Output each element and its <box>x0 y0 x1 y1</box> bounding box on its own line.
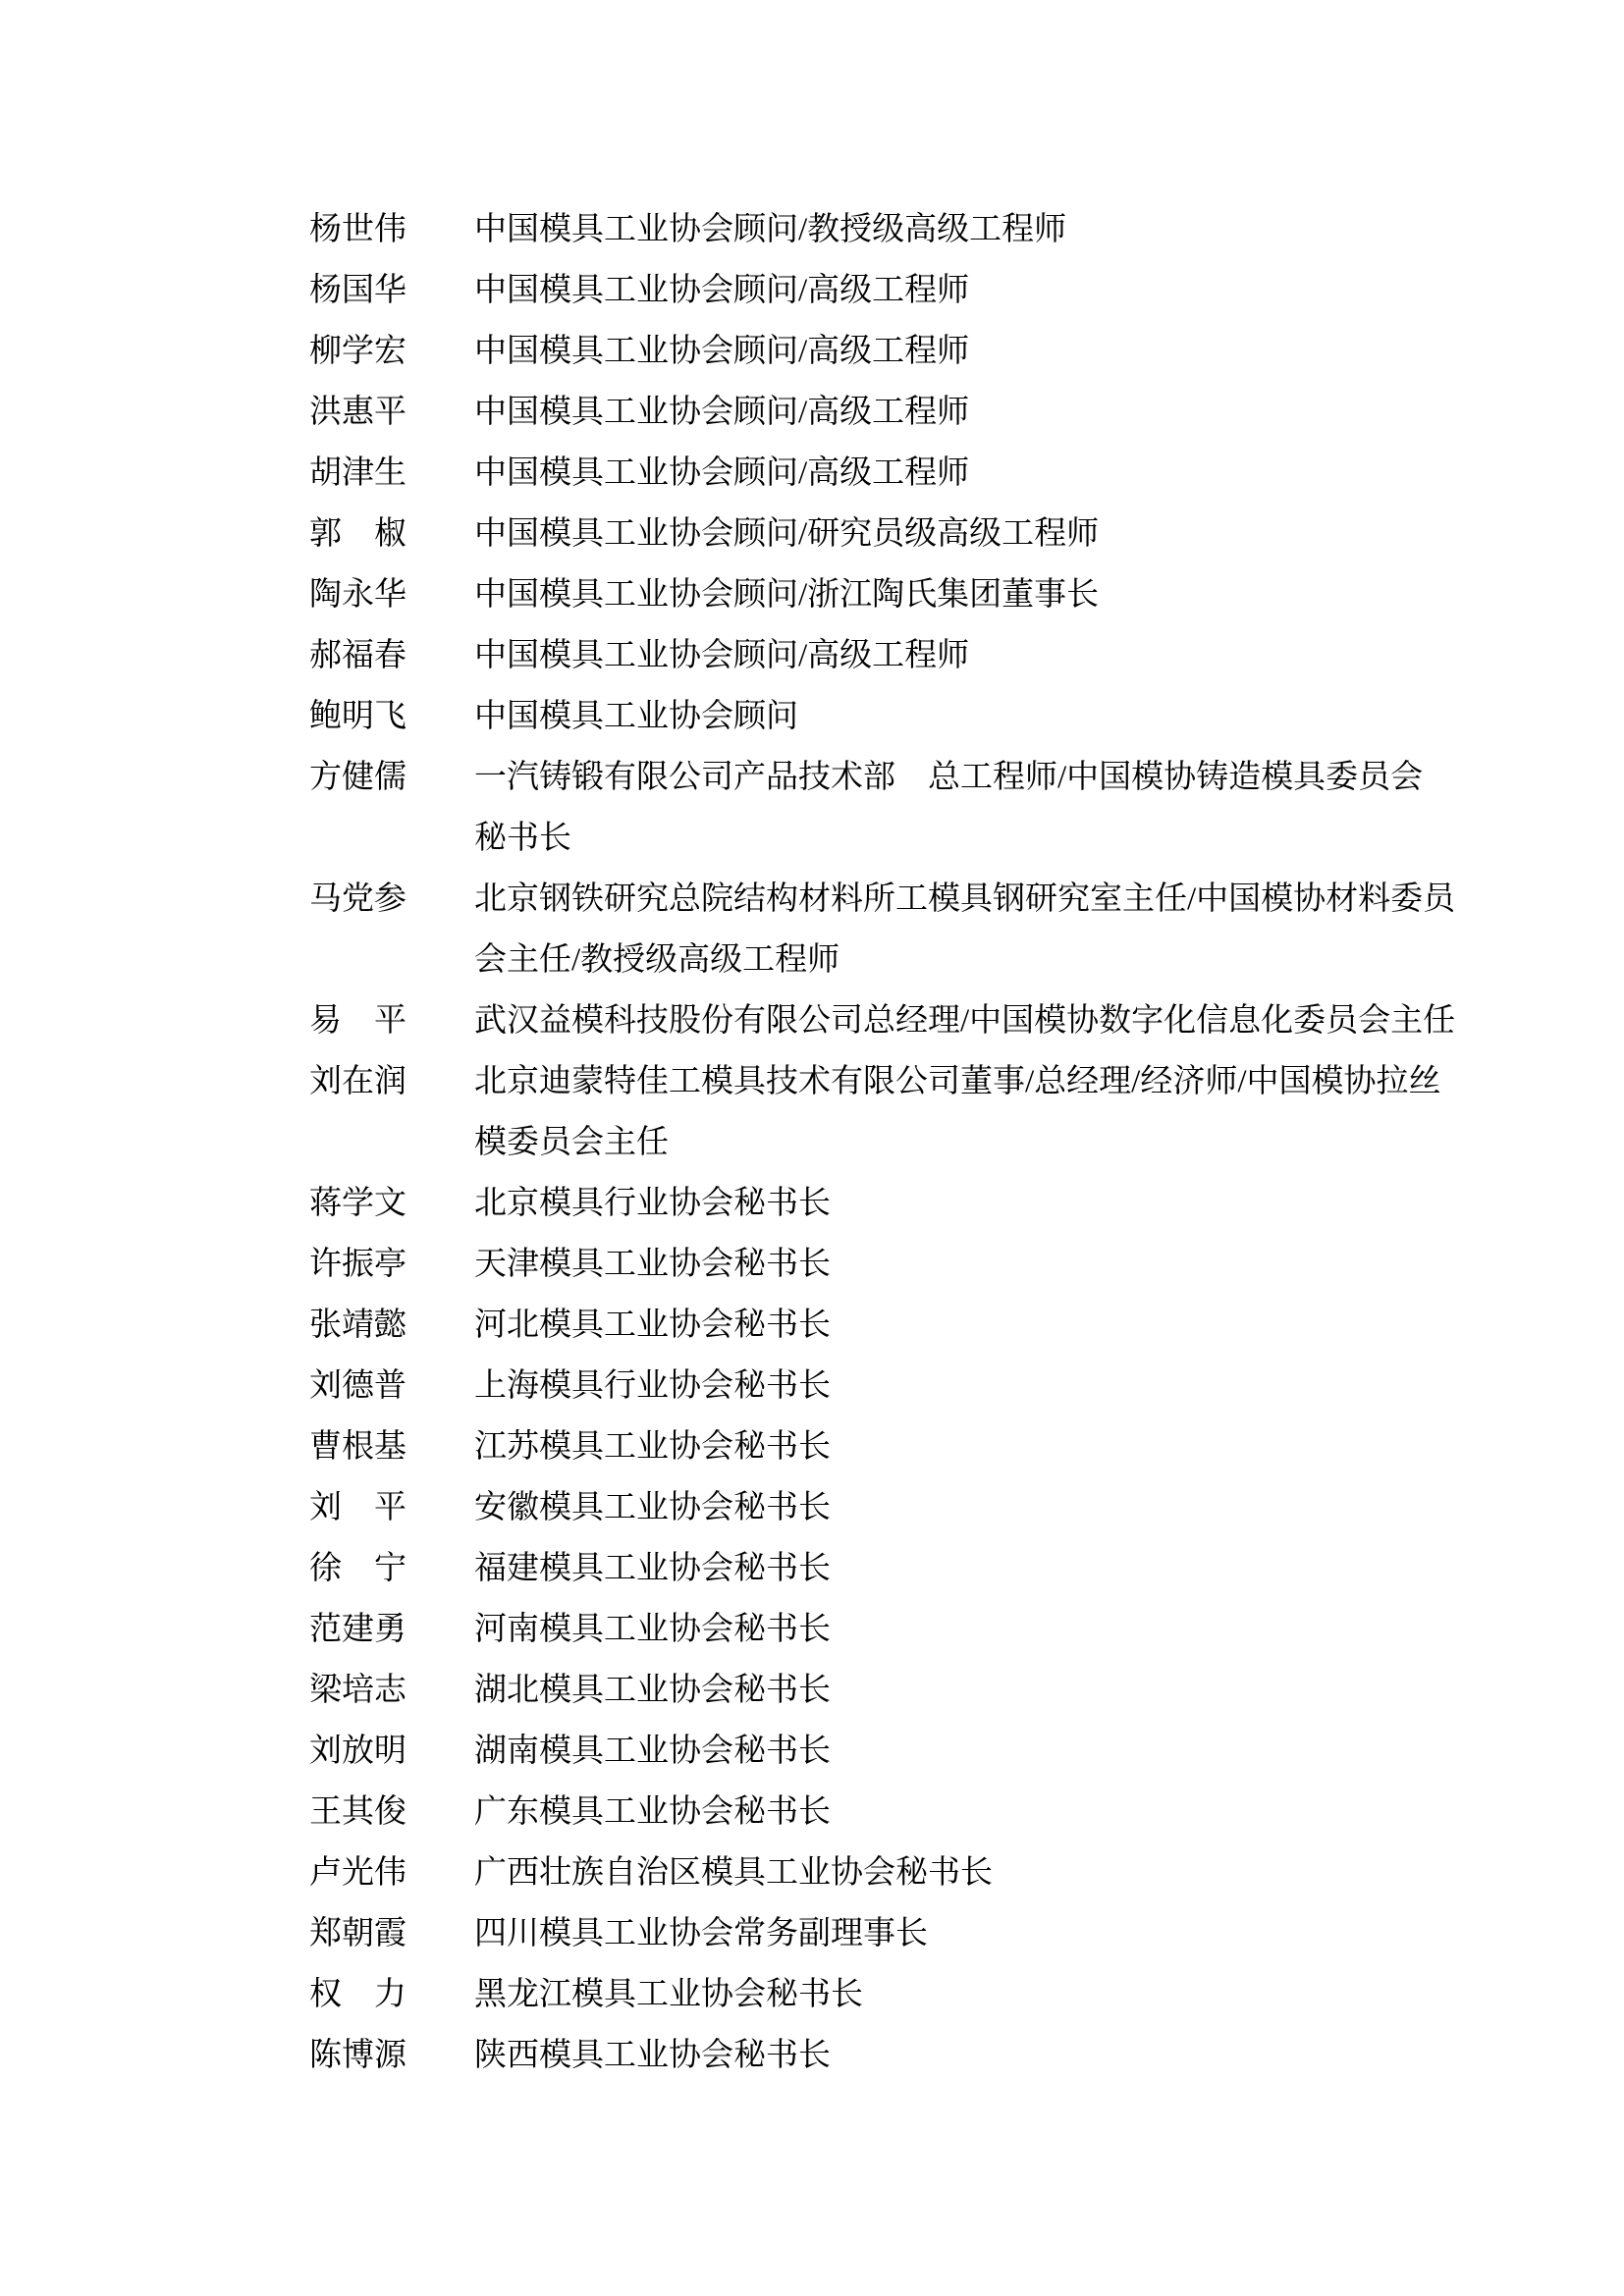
roster-row <box>309 382 1526 443</box>
person-title-line: 模委员会主任 <box>474 1125 669 1160</box>
person-title <box>474 321 1526 382</box>
person-name: 蒋学文 <box>309 1186 406 1221</box>
person-name: 徐 宁 <box>309 1551 406 1586</box>
person-name: 刘 平 <box>309 1490 406 1525</box>
person-title <box>474 869 1526 990</box>
person-title <box>474 504 1526 564</box>
person-title-line: 中国模具工业协会顾问/高级工程师 <box>474 638 970 673</box>
person-name: 郑朝霞 <box>309 1916 406 1951</box>
roster-row <box>309 1538 1526 1599</box>
person-title <box>474 1903 1526 1964</box>
person-title <box>474 1842 1526 1903</box>
person-title-line: 上海模具行业协会秘书长 <box>474 1368 831 1404</box>
person-title <box>474 1964 1526 2025</box>
person-title <box>474 1173 1526 1234</box>
roster-row <box>309 260 1526 321</box>
person-title-line: 天津模具工业协会秘书长 <box>474 1247 831 1282</box>
roster-row <box>309 1599 1526 1660</box>
roster-row <box>309 1173 1526 1234</box>
person-name: 范建勇 <box>309 1612 406 1647</box>
person-name: 胡津生 <box>309 455 406 491</box>
person-title <box>474 1051 1526 1173</box>
person-title-line: 广东模具工业协会秘书长 <box>474 1794 831 1830</box>
roster-row <box>309 443 1526 504</box>
person-title <box>474 1660 1526 1721</box>
person-name: 柳学宏 <box>309 334 406 369</box>
person-title-line: 会主任/教授级高级工程师 <box>474 942 840 978</box>
roster-row <box>309 1842 1526 1903</box>
roster-row <box>309 1660 1526 1721</box>
person-title-line: 河南模具工业协会秘书长 <box>474 1612 831 1647</box>
person-name: 杨国华 <box>309 273 406 308</box>
person-title-line: 一汽铸锻有限公司产品技术部 总工程师/中国模协铸造模具委员会 <box>474 760 1424 795</box>
person-name: 张靖懿 <box>309 1308 406 1343</box>
person-title <box>474 1234 1526 1295</box>
person-title-line: 陕西模具工业协会秘书长 <box>474 2038 831 2073</box>
person-title-line: 武汉益模科技股份有限公司总经理/中国模协数字化信息化委员会主任 <box>474 1003 1456 1039</box>
person-title-line: 秘书长 <box>474 821 571 856</box>
person-name: 方健儒 <box>309 760 406 795</box>
person-title-line: 黑龙江模具工业协会秘书长 <box>474 1977 863 2012</box>
roster-row <box>309 1903 1526 1964</box>
person-title-line: 福建模具工业协会秘书长 <box>474 1551 831 1586</box>
person-title-line: 中国模具工业协会顾问/高级工程师 <box>474 395 970 430</box>
person-title <box>474 747 1526 869</box>
person-title-line: 中国模具工业协会顾问 <box>474 699 798 734</box>
person-name: 郭 椒 <box>309 516 406 552</box>
roster-list <box>309 199 1526 2086</box>
person-name: 刘放明 <box>309 1734 406 1769</box>
person-name: 卢光伟 <box>309 1855 406 1891</box>
person-title-line: 中国模具工业协会顾问/浙江陶氏集团董事长 <box>474 577 1100 613</box>
person-title-line: 安徽模具工业协会秘书长 <box>474 1490 831 1525</box>
roster-row <box>309 1416 1526 1477</box>
person-title-line: 中国模具工业协会顾问/高级工程师 <box>474 455 970 491</box>
person-title <box>474 1295 1526 1356</box>
person-name: 梁培志 <box>309 1673 406 1708</box>
person-title <box>474 1721 1526 1782</box>
person-title <box>474 1477 1526 1538</box>
person-title <box>474 1599 1526 1660</box>
person-name: 洪惠平 <box>309 395 406 430</box>
person-name: 刘在润 <box>309 1064 406 1099</box>
person-title <box>474 382 1526 443</box>
person-title <box>474 443 1526 504</box>
roster-row <box>309 564 1526 625</box>
person-title <box>474 686 1526 747</box>
person-title <box>474 1356 1526 1416</box>
person-title-line: 中国模具工业协会顾问/高级工程师 <box>474 334 970 369</box>
person-title <box>474 564 1526 625</box>
roster-row <box>309 1782 1526 1842</box>
person-title-line: 中国模具工业协会顾问/教授级高级工程师 <box>474 212 1067 247</box>
roster-row <box>309 869 1526 990</box>
person-title <box>474 199 1526 260</box>
person-title-line: 湖北模具工业协会秘书长 <box>474 1673 831 1708</box>
person-name: 刘德普 <box>309 1368 406 1404</box>
person-title <box>474 1416 1526 1477</box>
person-name: 杨世伟 <box>309 212 406 247</box>
roster-row <box>309 747 1526 869</box>
person-name: 权 力 <box>309 1977 406 2012</box>
roster-row <box>309 1721 1526 1782</box>
roster-row <box>309 1234 1526 1295</box>
person-name: 曹根基 <box>309 1429 406 1465</box>
person-title <box>474 1782 1526 1842</box>
person-name: 许振亭 <box>309 1247 406 1282</box>
person-name: 易 平 <box>309 1003 406 1039</box>
person-name: 马党参 <box>309 881 406 917</box>
roster-row <box>309 1964 1526 2025</box>
roster-row <box>309 321 1526 382</box>
person-title-line: 北京模具行业协会秘书长 <box>474 1186 831 1221</box>
roster-row <box>309 2025 1526 2086</box>
person-title <box>474 1538 1526 1599</box>
roster-row <box>309 686 1526 747</box>
person-title <box>474 990 1526 1051</box>
roster-row <box>309 1356 1526 1416</box>
person-name: 王其俊 <box>309 1794 406 1830</box>
person-title-line: 广西壮族自治区模具工业协会秘书长 <box>474 1855 993 1891</box>
roster-row <box>309 1477 1526 1538</box>
person-name: 陶永华 <box>309 577 406 613</box>
roster-row <box>309 504 1526 564</box>
person-title-line: 江苏模具工业协会秘书长 <box>474 1429 831 1465</box>
person-title <box>474 2025 1526 2086</box>
person-title-line: 中国模具工业协会顾问/研究员级高级工程师 <box>474 516 1100 552</box>
roster-row <box>309 990 1526 1051</box>
roster-row <box>309 625 1526 686</box>
person-title-line: 河北模具工业协会秘书长 <box>474 1308 831 1343</box>
roster-row <box>309 1051 1526 1173</box>
person-name: 郝福春 <box>309 638 406 673</box>
person-title-line: 北京迪蒙特佳工模具技术有限公司董事/总经理/经济师/中国模协拉丝 <box>474 1064 1441 1099</box>
roster-row <box>309 199 1526 260</box>
roster-row <box>309 1295 1526 1356</box>
person-title-line: 中国模具工业协会顾问/高级工程师 <box>474 273 970 308</box>
person-title-line: 北京钢铁研究总院结构材料所工模具钢研究室主任/中国模协材料委员 <box>474 881 1456 917</box>
person-title-line: 四川模具工业协会常务副理事长 <box>474 1916 928 1951</box>
person-title-line: 湖南模具工业协会秘书长 <box>474 1734 831 1769</box>
person-title <box>474 625 1526 686</box>
person-name: 陈博源 <box>309 2038 406 2073</box>
person-name: 鲍明飞 <box>309 699 406 734</box>
person-title <box>474 260 1526 321</box>
